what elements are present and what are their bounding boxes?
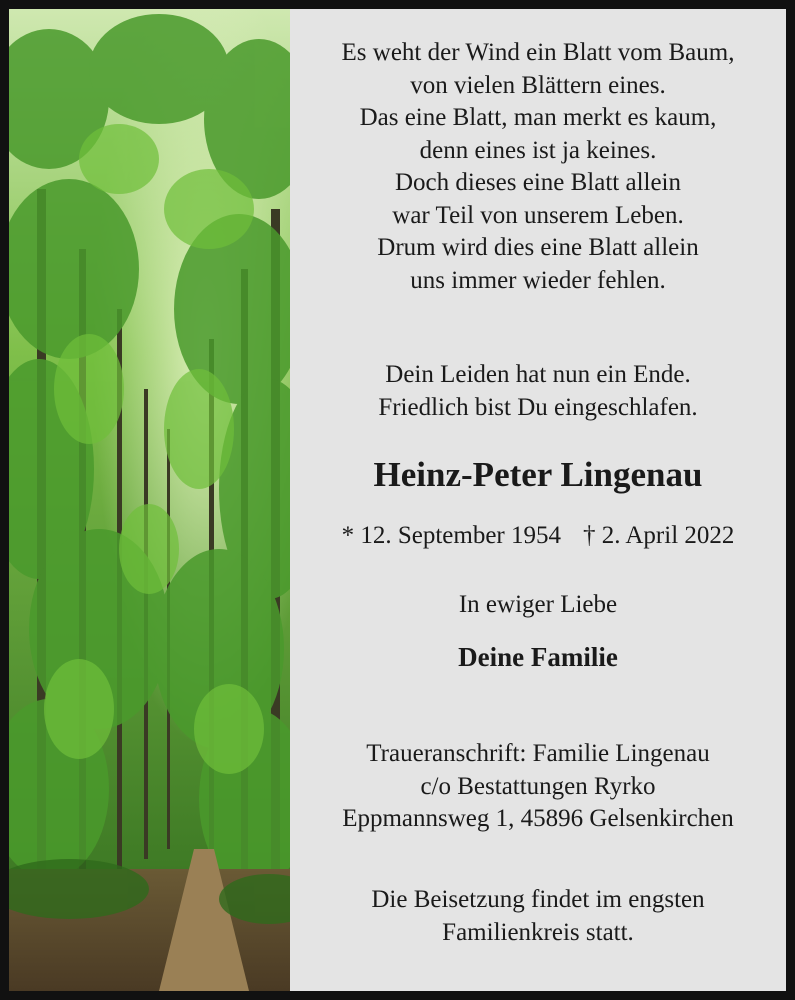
poem-line: Doch dieses eine Blatt allein [394,169,682,196]
text-panel [290,9,786,991]
comfort-text [290,359,786,424]
poem [290,37,786,297]
address-line: c/o Bestattungen Ryrko [420,772,656,800]
mourning-address [290,738,786,836]
address-line: Traueranschrift: Familie Lingenau [366,740,710,767]
burial-line: Die Beisetzung findet im engsten [371,886,705,913]
deceased-name: Heinz-Peter Lingenau [373,455,703,494]
burial-line: Familienkreis statt. [442,918,634,946]
poem-line: Das eine Blatt, man merkt es kaum, [359,104,717,131]
comfort-line: Dein Leiden hat nun ein Ende. [385,361,691,388]
farewell-family: Deine Familie [458,642,618,672]
burial-note [290,884,786,949]
address-line: Eppmannsweg 1, 45896 Gelsenkirchen [342,805,734,832]
birth-date: * 12. September 1954 [341,522,561,549]
poem-line: denn eines ist ja keines. [419,136,657,164]
poem-line: uns immer wieder fehlen. [410,266,666,294]
comfort-line: Friedlich bist Du eingeschlafen. [378,393,698,421]
poem-line: war Teil von unserem Leben. [392,201,684,229]
poem-line: Es weht der Wind ein Blatt vom Baum, [341,39,735,66]
farewell-love: In ewiger Liebe [458,591,618,618]
death-date: † 2. April 2022 [583,522,735,549]
forest-path-photo [9,9,290,991]
poem-line: von vielen Blättern eines. [410,71,666,99]
life-dates [290,518,786,554]
poem-line: Drum wird dies eine Blatt allein [377,234,699,261]
